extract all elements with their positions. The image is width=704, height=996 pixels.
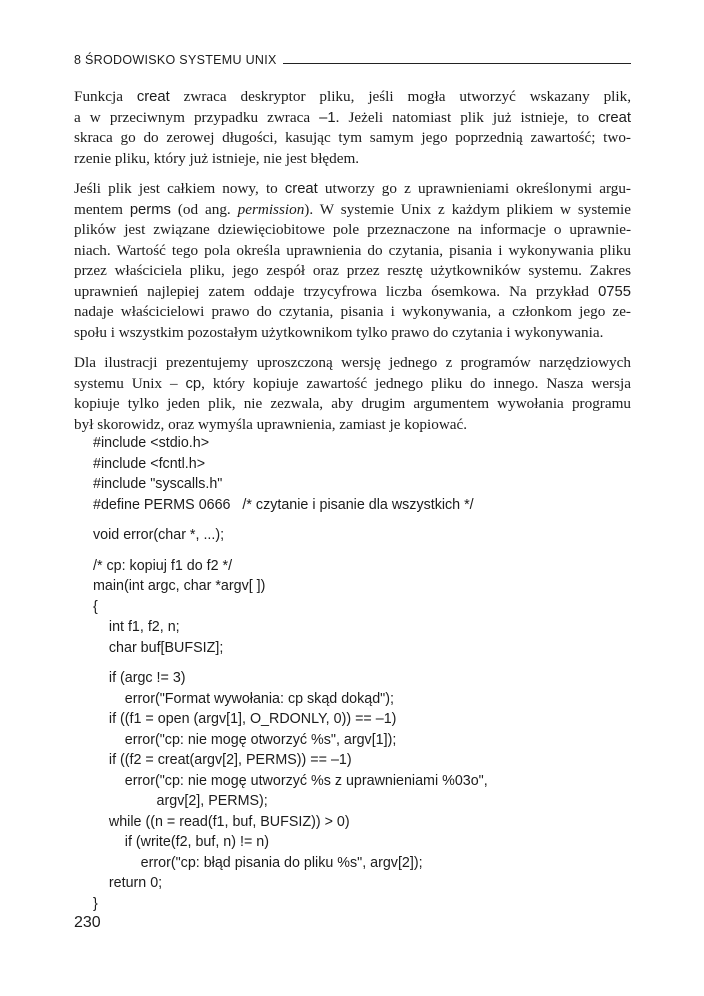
code-line: error("cp: błąd pisania do pliku %s", argv[2]); — [93, 854, 423, 871]
text-line: rzenie pliku, który już istnieje, nie jest błędem. — [74, 149, 360, 167]
paragraph — [74, 353, 631, 435]
inline-code: creat — [598, 109, 631, 126]
code-line: char buf[BUFSIZ]; — [93, 639, 224, 656]
text-line: mentem perms (od ang. permission). W systemie Unix z każdym plikiem w systemie — [74, 200, 631, 218]
text-line: skraca go do zerowej długości, kasując tym samym jego poprzednią zawartość; two- — [74, 129, 631, 146]
code-line: if (write(f2, buf, n) != n) — [93, 834, 269, 850]
text-line: systemu Unix – cp, który kopiuje zawartość jednego pliku do innego. Nasza wersja — [74, 374, 631, 392]
code-gap — [93, 515, 613, 525]
paragraph — [74, 87, 631, 169]
inline-code: –1 — [319, 109, 336, 126]
text-line: społu i wszystkim pozostałym użytkownikom tylko prawo do czytania i wykonywania. — [74, 323, 604, 341]
inline-code: cp — [185, 375, 202, 392]
body-text — [74, 87, 631, 445]
page-number: 230 — [74, 914, 101, 931]
code-gap — [93, 546, 613, 556]
text-line: Funkcja creat zwraca deskryptor pliku, jeśli mogła utworzyć wskazany plik, — [74, 88, 631, 105]
paragraph — [74, 179, 631, 343]
code-line: error("Format wywołania: cp skąd dokąd"); — [93, 690, 394, 707]
running-header — [74, 47, 631, 67]
text-line: przez właściciela pliku, jego zespół oraz przez resztę użytkowników systemu. Zakres — [74, 262, 631, 279]
code-line: if ((f1 = open (argv[1], O_RDONLY, 0)) == –1) — [93, 711, 397, 727]
code-line: if ((f2 = creat(argv[2], PERMS)) == –1) — [93, 752, 352, 768]
code-gap — [93, 658, 613, 668]
code-line: { — [93, 598, 98, 615]
code-line: error("cp: nie mogę otworzyć %s", argv[1]); — [93, 731, 397, 748]
code-line: if (argc != 3) — [93, 670, 186, 686]
code-line: return 0; — [93, 875, 163, 891]
inline-code: creat — [136, 89, 170, 105]
text-line: nadaje właścicielowi prawo do czytania, pisania i wykonywania, a członkom jego ze- — [74, 303, 631, 320]
text-line: a w przeciwnym przypadku zwraca –1. Jeżeli natomiast plik już istnieje, to creat — [74, 108, 631, 126]
code-line: while ((n = read(f1, buf, BUFSIZ)) > 0) — [93, 813, 350, 830]
code-line: #define PERMS 0666 /* czytanie i pisanie dla wszystkich */ — [93, 496, 474, 513]
code-line: error("cp: nie mogę utworzyć %s z uprawnieniami %03o", — [93, 772, 488, 789]
code-line: main(int argc, char *argv[ ]) — [93, 578, 266, 594]
code-listing — [93, 433, 613, 914]
code-line: /* cp: kopiuj f1 do f2 */ — [93, 557, 233, 574]
emphasis: permission — [237, 200, 305, 218]
text-line: plików jest związane dziewięciobitowe pole przeznaczone na informacje o uprawnie- — [74, 221, 631, 238]
code-line: argv[2], PERMS); — [93, 793, 268, 809]
inline-code: creat — [284, 181, 318, 197]
text-line: Dla ilustracji prezentujemy uproszczoną wersję jednego z programów narzędziowych — [74, 354, 631, 371]
code-line: #include "syscalls.h" — [93, 476, 223, 492]
code-line: #include <fcntl.h> — [93, 455, 206, 472]
inline-code: perms — [129, 201, 171, 218]
code-line: #include <stdio.h> — [93, 435, 210, 451]
header-rule — [283, 63, 631, 64]
text-line: kopiuje tylko jeden plik, nie zezwala, aby drugim argumentem wywołania programu — [74, 395, 631, 412]
inline-code: 0755 — [598, 283, 631, 300]
code-line: int f1, f2, n; — [93, 619, 180, 635]
code-line: } — [93, 895, 98, 912]
running-title: 8 ŚRODOWISKO SYSTEMU UNIX — [74, 53, 277, 67]
text-line: był skorowidz, oraz wymyśla uprawnienia, zamiast je kopiować. — [74, 415, 468, 433]
text-line: uprawnień najlepiej zatem oddaje trzycyfrowa liczba ósemkowa. Na przykład 0755 — [74, 282, 631, 300]
code-line: void error(char *, ...); — [93, 527, 225, 543]
text-line: Jeśli plik jest całkiem nowy, to creat utworzy go z uprawnieniami określonymi argu- — [74, 180, 631, 197]
text-line: niach. Wartość tego pola określa uprawnienia do czytania, pisania i wykonywania pliku — [74, 241, 631, 259]
